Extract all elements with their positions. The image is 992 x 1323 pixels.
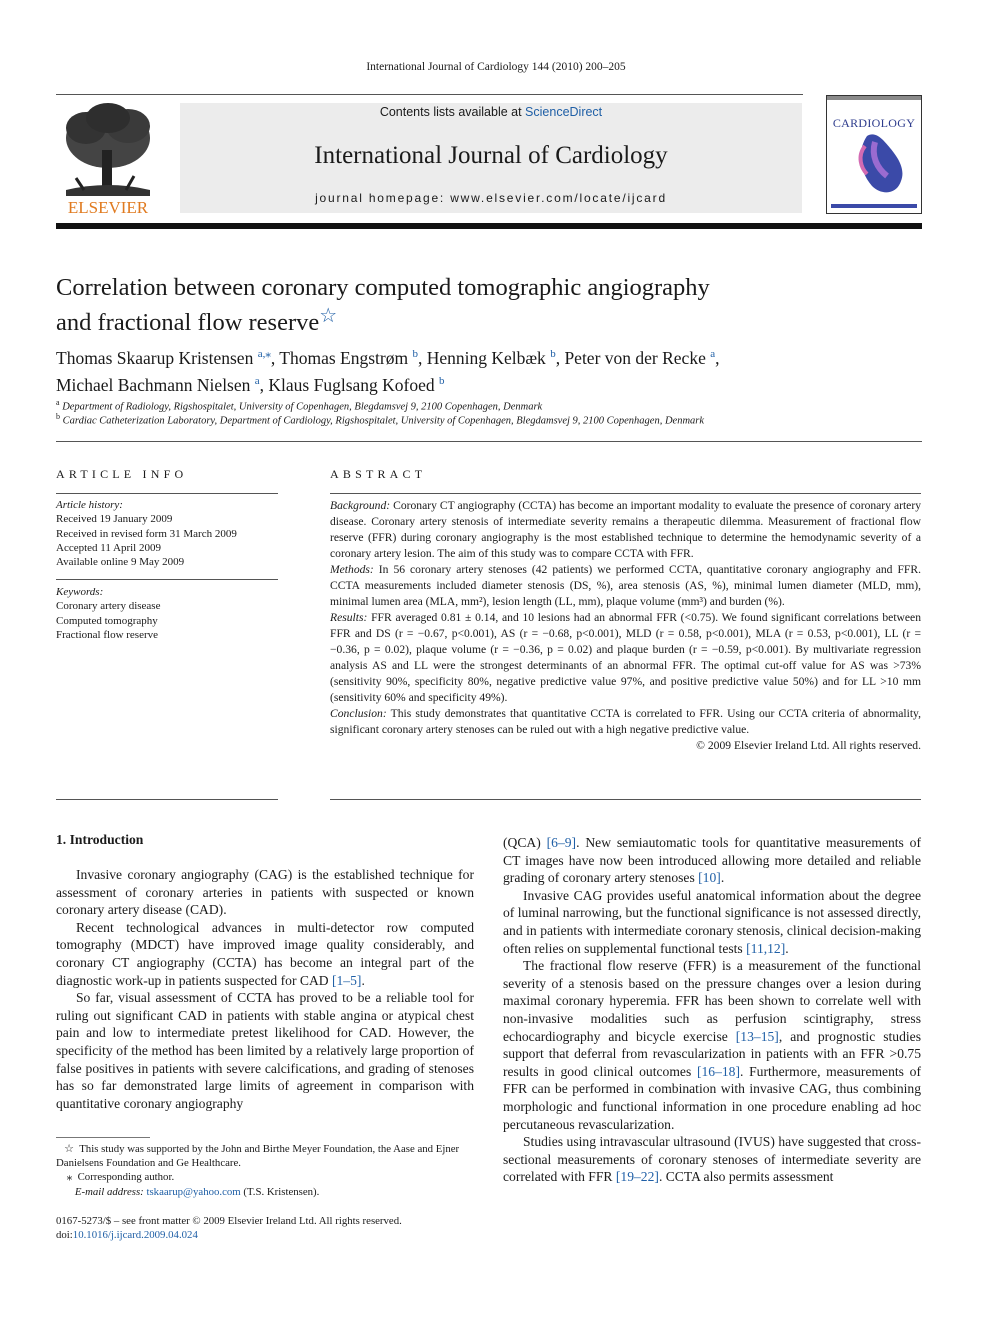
history-item: Available online 9 May 2009 [56, 556, 185, 569]
corresponding-footnote: ⁎ Corresponding author. [56, 1171, 175, 1184]
email-suffix: (T.S. Kristensen). [243, 1185, 320, 1198]
author-list [56, 343, 936, 397]
citation-link[interactable]: [6–9] [546, 835, 577, 850]
abstract-methods [330, 562, 921, 610]
journal-title: International Journal of Cardiology [314, 142, 668, 169]
article-title [56, 273, 816, 337]
body-paragraph: Recent technological advances in multi-detector row computed tomography (MDCT) have improved image quality considerably, and coronary CT angiography (CCTA) has become an integral part of the diagnostic work-up in patients suspected for CAD [1–5]. [56, 919, 474, 988]
doi-link[interactable]: 10.1016/j.ijcard.2009.04.024 [72, 1229, 198, 1242]
cover-title: CARDIOLOGY [832, 116, 916, 130]
body-paragraph [503, 957, 921, 1133]
body-text: Recent technological advances in multi-detector row computed tomography (MDCT) have improved image quality considerably, and coronary CT angiography (CCTA) has become an integral part of the diagnostic work-up in patients suspected for CAD [56, 919, 474, 988]
abstract-label: Results: [330, 611, 368, 624]
author-affiliation-mark[interactable]: a [254, 374, 260, 387]
contents-prefix: Contents lists available at [379, 105, 526, 119]
keyword-item: Coronary artery disease [56, 600, 161, 613]
history-item: Received 19 January 2009 [56, 513, 173, 526]
info-bottom-rule [56, 799, 278, 800]
body-paragraph: (QCA) [6–9]. New semiautomatic tools for quantitative measurements of CT images have now been introduced allowing more detailed and reliable grading of coronary artery stenoses [10]. [503, 835, 922, 886]
author-name: Michael Bachmann Nielsen [56, 374, 251, 395]
author-separator: , [715, 347, 720, 368]
masthead-rule [56, 94, 803, 95]
body-paragraph: Invasive CAG provides useful anatomical information about the degree of luminal narrowing, but the functional significance is not assessed directly, and in patients with intermediate coronary stenosis, clinical decision-making often relies on supplemental functional tests [11,12]. [503, 887, 921, 956]
affiliation-text: Cardiac Catheterization Laboratory, Department of Cardiology, Rigshospitalet, University of Copenhagen, Blegdamsvej 9, 2100 Copenhagen, Denmark [62, 415, 705, 427]
body-text: , and prognostic studies support that deferral from revascularization in patients with an FFR >0.75 results in good clinical outcomes [503, 1028, 922, 1079]
tree-icon [56, 98, 160, 216]
history-item: Received in revised form 31 March 2009 [56, 527, 237, 540]
sciencedirect-link[interactable]: ScienceDirect [525, 105, 603, 119]
journal-cover [826, 95, 922, 214]
citation-link[interactable]: [1–5] [331, 972, 362, 988]
email-label: E-mail address: [74, 1185, 144, 1198]
citation-link[interactable]: [10] [698, 870, 721, 886]
abstract-text: Coronary CT angiography (CCTA) has become an important modality to evaluate the presence of coronary artery disease. Coronary artery stenosis of intermediate severity remains a therapeutic dilemma. Measurement of fractional flow reserve (FFR) during coronary angiography is the most established technique to determine the hemodynamic severity of a coronary artery lesion. The aim of this study was to compare CCTA with FFR. [330, 499, 921, 560]
body-text: The fractional flow reserve (FFR) is a measurement of the functional severity of a stenosis based on the pressure changes over a lesion during maximal coronary hyperemia. FFR has been shown to correlate well with non-invasive modalities such as perfusion scintigraphy, stress echocardiography and bicycle exercise [503, 958, 921, 1044]
citation-link[interactable]: [11,12] [746, 940, 786, 956]
body-column-right [503, 834, 921, 1186]
cover-heart-icon [827, 96, 921, 213]
journal-citation: International Journal of Cardiology 144 (2010) 200–205 [366, 61, 626, 73]
doi-label: doi: [56, 1229, 73, 1242]
affiliation-rule [56, 441, 922, 442]
body-paragraph [503, 1133, 921, 1186]
author-separator: , [259, 374, 269, 395]
title-line-1: Correlation between coronary computed tomographic angiography [56, 274, 710, 301]
footnote-star: ☆ [64, 1143, 74, 1155]
affiliation-b [56, 412, 936, 427]
keywords-rule [56, 579, 278, 580]
author-affiliation-mark[interactable]: b [439, 374, 445, 387]
front-matter-info [56, 1214, 496, 1243]
affiliation-a [56, 398, 936, 413]
author-name: Peter von der Recke [564, 347, 706, 368]
body-paragraph: So far, visual assessment of CCTA has proved to be a reliable tool for ruling out significant CAD in patients with stable angina or atypical chest pain and low to intermediate pretest likelihood for CAD. However, the specificity of the method has been limited by a relatively large proportion of false positives in patients with severe calcifications, and grading of stenoses has so far demonstrated large limits of agreement in comparison with quantitative coronary angiography [56, 990, 474, 1111]
footnote-text: This study was supported by the John and Birthe Meyer Foundation, the Aase and Ejner Danielsens Foundation and Ge Healthcare. [56, 1143, 460, 1170]
abstract-heading: ABSTRACT [330, 467, 427, 481]
section-heading: 1. Introduction [56, 832, 144, 847]
author-name: Henning Kelbæk [426, 347, 546, 368]
issn-line: 0167-5273/$ – see front matter © 2009 Elsevier Ireland Ltd. All rights reserved. [56, 1215, 402, 1227]
abstract-copyright: © 2009 Elsevier Ireland Ltd. All rights reserved. [696, 739, 921, 752]
body-paragraph: Invasive coronary angiography (CAG) is the established technique for assessment of coronary arteries in patients with suspected or known coronary artery disease (CAD). [56, 867, 474, 918]
title-line-2: and fractional flow reserve [56, 309, 320, 336]
abstract-bottom-rule [330, 799, 921, 800]
abstract-background [330, 498, 921, 562]
abstract-rule [330, 493, 921, 494]
contents-line [180, 105, 802, 119]
citation-link[interactable]: [16–18] [696, 1063, 740, 1079]
header-rule [56, 223, 922, 229]
body-column-left [56, 866, 474, 1112]
keywords-label: Keywords: [56, 586, 104, 598]
doi-line [56, 1228, 496, 1242]
author-affiliation-mark[interactable]: a [710, 348, 716, 360]
article-info-rule [56, 493, 278, 494]
footnote-text: Corresponding author. [77, 1171, 175, 1184]
body-text: Studies using intravascular ultrasound (IVUS) have suggested that cross-sectional measurements of coronary stenoses of intermediate severity are correlated with FFR [503, 1134, 921, 1185]
article-history [56, 498, 280, 569]
citation-link[interactable]: [19–22] [615, 1169, 659, 1185]
affiliation-mark: a [56, 398, 60, 407]
abstract-body [330, 498, 921, 754]
citation-link[interactable]: [13–15] [735, 1028, 779, 1044]
email-link[interactable]: tskaarup@yahoo.com [146, 1185, 241, 1198]
affiliation-mark: b [56, 412, 60, 421]
author-affiliation-mark[interactable]: b [412, 348, 418, 360]
keywords [56, 585, 280, 642]
author-separator: , [270, 347, 280, 368]
author-affiliation-mark[interactable]: b [550, 348, 556, 360]
history-item: Accepted 11 April 2009 [56, 541, 161, 554]
author-name: Klaus Fuglsang Kofoed [268, 374, 435, 395]
author-name: Thomas Engstrøm [279, 347, 409, 368]
journal-homepage[interactable]: journal homepage: www.elsevier.com/locate/ijcard [315, 191, 667, 205]
author-separator: , [417, 347, 427, 368]
keyword-item: Fractional flow reserve [56, 628, 159, 641]
abstract-label: Methods: [330, 563, 374, 576]
abstract-text: This study demonstrates that quantitative CCTA is correlated to FFR. Using our CCTA criteria of abnormality, significant coronary artery stenoses can be ruled out with a high negative predictive value. [330, 707, 921, 736]
history-label: Article history: [56, 499, 123, 511]
footnote-rule [56, 1137, 150, 1138]
article-info-heading: ARTICLE INFO [56, 467, 188, 481]
abstract-label: Background: [330, 499, 391, 512]
abstract-label: Conclusion: [330, 707, 387, 720]
body-text: Invasive CAG provides useful anatomical information about the degree of luminal narrowing, but the functional significance is not assessed directly, and in patients with intermediate coronary stenosis, clinical decision-making often relies on supplemental functional tests [503, 887, 921, 956]
author-affiliation-mark[interactable]: a,⁎ [257, 348, 271, 360]
affiliation-text: Department of Radiology, Rigshospitalet, University of Copenhagen, Blegdamsvej 9, 2100 Copenhagen, Denmark [62, 401, 543, 413]
funding-footnote [56, 1142, 474, 1170]
abstract-text: In 56 coronary artery stenoses (42 patients) we performed CCTA, quantitative coronary angiography and FFR. CCTA measurements included diameter stenosis (DS, %), area stenosis (AS, %), minimal lumen diameter (MLD, mm), minimal lumen area (MLA, mm²), lesion length (LL, mm), plaque volume (mm³) and burden (%). [330, 563, 922, 608]
publisher-logo-text: ELSEVIER [67, 198, 149, 216]
body-text: . CCTA also permits assessment [658, 1169, 834, 1185]
author-separator: , [555, 347, 565, 368]
elsevier-logo [56, 98, 160, 216]
footnotes [56, 1142, 474, 1199]
author-name: Thomas Skaarup Kristensen [56, 347, 254, 368]
abstract-results [330, 610, 921, 706]
abstract-conclusion [330, 706, 921, 738]
body-text: . New semiautomatic tools for quantitative measurements of CT images have now been introduced allowing more detailed and reliable grading of coronary artery stenoses [503, 835, 922, 886]
body-text: (QCA) [503, 835, 547, 850]
title-footnote-star[interactable]: ☆ [319, 305, 338, 327]
email-footnote [56, 1185, 474, 1199]
body-text: . Furthermore, measurements of FFR can be performed in combination with invasive CAG, thus combining morphologic and functional information in one procedure enabling ad hoc percutaneous revascularization. [503, 1063, 921, 1132]
abstract-text: FFR averaged 0.81 ± 0.14, and 10 lesions had an abnormal FFR (<0.75). We found significant correlations between FFR and DS (r = −0.67, p<0.001), AS (r = −0.68, p<0.001), MLD (r = 0.58, p<0.001), MLA (r = 0.53, p<0.001), LL (r = −0.36, p = 0.02), plaque volume (r = −0.36, p = 0.02) and plaque burden (r = −0.59, p<0.001). By multivariate regression analysis AS and LL were the strongest determinants of an abnormal FFR. The optimal cut-off value for AS was >73% (sensitivity 90%, specificity 80%, negative predictive value 97%, and positive predictive value 50%) and for LL >10 mm (sensitivity 60% and specificity 49%). [330, 611, 921, 704]
keyword-item: Computed tomography [56, 614, 158, 627]
